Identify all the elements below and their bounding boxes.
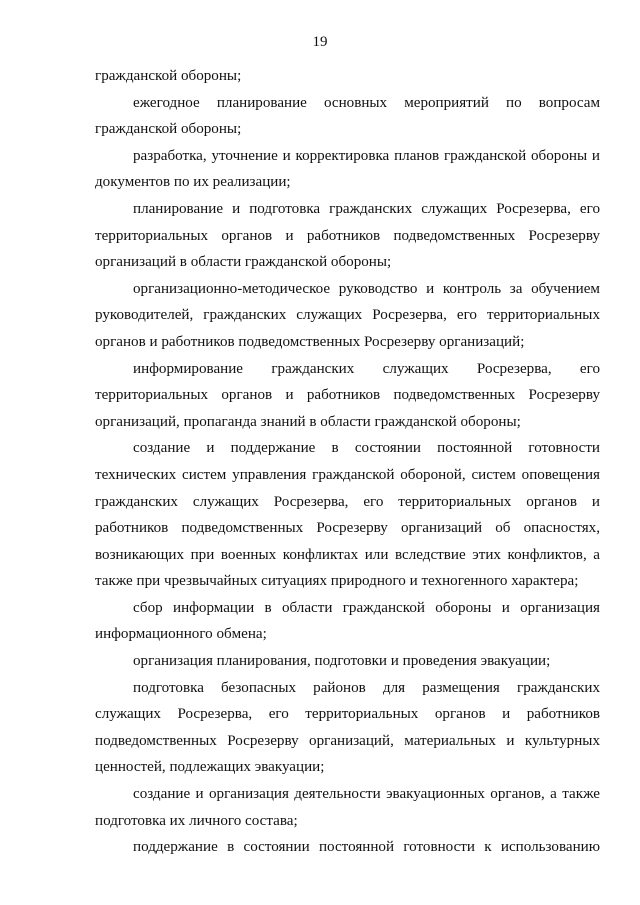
paragraph-safe-areas: подготовка безопасных районов для размещения гражданских служащих Росрезерва, его территориальных органов и работников подведомственных Росрезерву организаций, материальных и культурных ценностей, подлежащих эвакуации; <box>95 679 600 776</box>
paragraph-methodological-guidance: организационно-методическое руководство и контроль за обучением руководителей, гражданских служащих Росрезерва, его территориальных органов и работников подведомственных Росрезерву организаций; <box>95 280 600 350</box>
paragraph-plan-development: разработка, уточнение и корректировка планов гражданской обороны и документов по их реализации; <box>95 147 600 191</box>
paragraph-staff-training-planning: планирование и подготовка гражданских служащих Росрезерва, его территориальных органов и работников подведомственных Росрезерву организаций в области гражданской обороны; <box>95 200 600 271</box>
paragraph-readiness-maintenance: поддержание в состоянии постоянной готовности к использованию <box>133 839 600 856</box>
page-number: 19 <box>312 34 328 50</box>
paragraph-informing-staff: информирование гражданских служащих Росрезерва, его территориальных органов и работников подведомственных Росрезерву организаций, пропаганда знаний в области гражданской обороны; <box>95 360 600 430</box>
paragraph-evacuation-organization: организация планирования, подготовки и проведения эвакуации; <box>133 653 551 670</box>
paragraph-civil-defense-end: гражданской обороны; <box>95 68 242 84</box>
paragraph-annual-planning: ежегодное планирование основных мероприятий по вопросам гражданской обороны; <box>95 94 600 138</box>
document-body <box>95 63 600 861</box>
paragraph-information-collection: сбор информации в области гражданской обороны и организация информационного обмена; <box>95 599 600 643</box>
paragraph-warning-systems: создание и поддержание в состоянии постоянной готовности технических систем управления гражданской обороной, систем оповещения гражданских служащих Росрезерва, его территориальных органов и работников подведомственных Росрезерву организаций об опасностях, возникающих при военных конфликтах или вследствие этих конфликтов, а также при чрезвычайных ситуациях природного и техногенного характера; <box>95 440 600 590</box>
paragraph-evacuation-bodies: создание и организация деятельности эвакуационных органов, а также подготовка их личного состава; <box>95 786 600 829</box>
